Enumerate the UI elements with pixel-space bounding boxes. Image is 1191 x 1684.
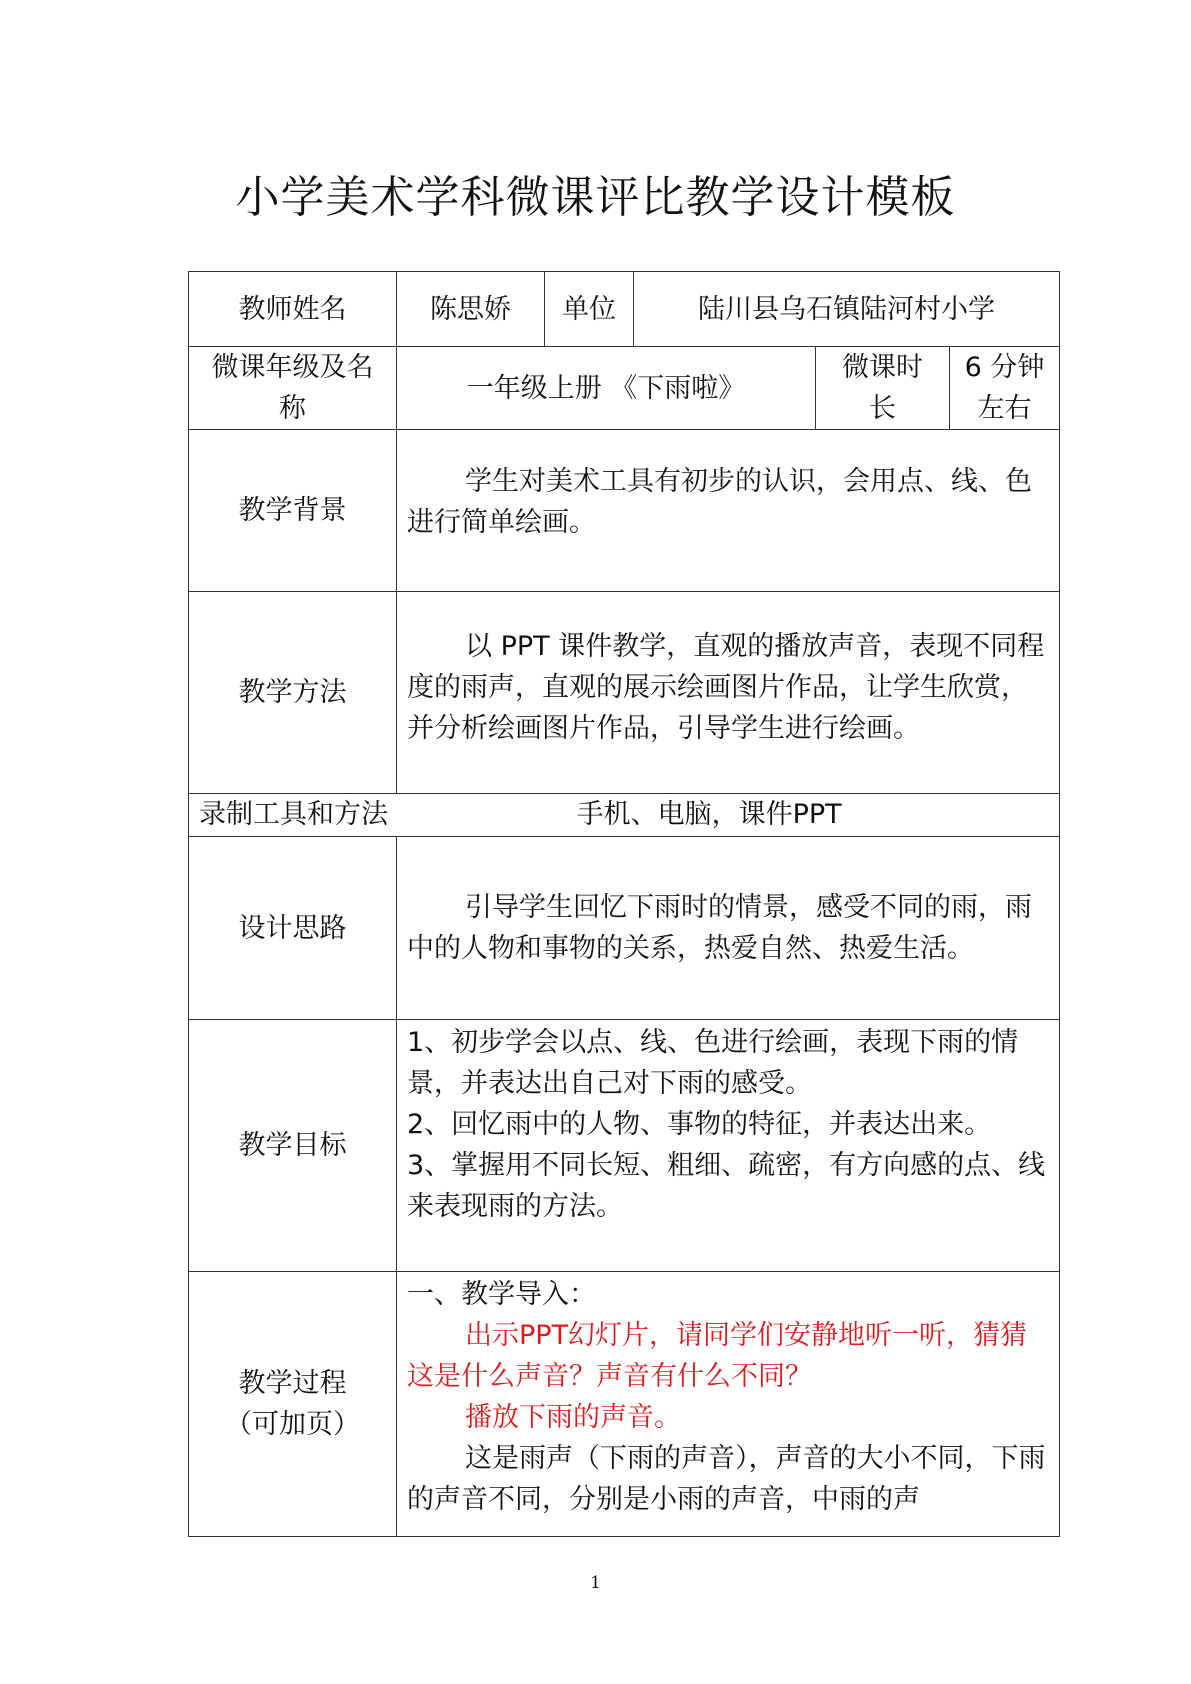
duration-value: [950, 347, 1060, 430]
background-text: 学生对美术工具有初步的认识，会用点、线、色进行简单绘画。: [407, 465, 1032, 538]
teacher-name-value: 陈思娇: [397, 272, 545, 347]
duration-value-line2: 左右: [977, 393, 1032, 424]
method-text: 以 PPT 课件教学，直观的播放声音，表现不同程度的雨声，直观的展示绘画图片作品，让学生欣赏，并分析绘画图片作品，引导学生进行绘画。: [407, 631, 1045, 744]
teacher-name-label: 教师姓名: [189, 272, 397, 347]
method-cell: [397, 592, 1060, 794]
process-row: [189, 1272, 1060, 1537]
background-row: [189, 430, 1060, 592]
unit-value: 陆川县乌石镇陆河村小学: [634, 272, 1060, 347]
duration-value-line1: 6 分钟: [964, 352, 1045, 383]
design-row: [189, 837, 1060, 1020]
duration-label: [816, 347, 950, 430]
lesson-design-form: [188, 271, 1060, 1537]
method-row: [189, 592, 1060, 794]
recording-label: 录制工具和方法: [199, 799, 388, 830]
method-label: 教学方法: [189, 592, 397, 794]
duration-label-line2: 长: [869, 393, 896, 424]
process-label-line1: 教学过程: [238, 1368, 347, 1399]
goal-item-2: 2、回忆雨中的人物、事物的特征，并表达出来。: [407, 1109, 992, 1140]
goals-list: [407, 1020, 1049, 1227]
design-text: 引导学生回忆下雨时的情景，感受不同的雨，雨中的人物和事物的关系，热爱自然、热爱生活。: [407, 892, 1032, 964]
recording-cell: [189, 794, 1060, 837]
process-label-line2: （可加页）: [225, 1409, 360, 1440]
process-red-text-2: 播放下雨的声音。: [465, 1402, 681, 1433]
background-label: 教学背景: [189, 430, 397, 592]
recording-value: 手机、电脑，课件PPT: [576, 799, 842, 830]
goals-row: [189, 1020, 1060, 1272]
unit-label: 单位: [545, 272, 634, 347]
background-cell: [397, 430, 1060, 592]
process-heading: 一、教学导入：: [407, 1279, 596, 1310]
grade-value: 一年级上册 《下雨啦》: [397, 347, 816, 430]
goal-item-1: 1、初步学会以点、线、色进行绘画，表现下雨的情景，并表达出自己对下雨的感受。: [407, 1027, 1019, 1099]
teacher-row: [189, 272, 1060, 347]
process-normal-text: 这是雨声（下雨的声音），声音的大小不同，下雨的声音不同，分别是小雨的声音，中雨的声: [407, 1443, 1046, 1515]
goal-item-3: 3、掌握用不同长短、粗细、疏密，有方向感的点、线来表现雨的方法。: [407, 1150, 1046, 1222]
page-number: 1: [590, 1573, 601, 1593]
goals-label: 教学目标: [189, 1020, 397, 1272]
process-cell: [397, 1272, 1060, 1537]
process-content: [407, 1272, 1049, 1520]
goals-cell: [397, 1020, 1060, 1272]
page-title: 小学美术学科微课评比教学设计模板: [235, 172, 956, 223]
process-label: [189, 1272, 397, 1537]
design-label: 设计思路: [189, 837, 397, 1020]
process-red-text-1: 出示PPT幻灯片，请同学们安静地听一听，猜猜这是什么声音？声音有什么不同？: [407, 1320, 1028, 1392]
recording-row: [189, 794, 1060, 837]
duration-label-line1: 微课时: [842, 352, 923, 383]
grade-label: [189, 347, 397, 430]
grade-row: [189, 347, 1060, 430]
grade-label-line1: 微课年级及名: [211, 352, 374, 383]
design-cell: [397, 837, 1060, 1020]
grade-label-line2: 称: [279, 393, 306, 424]
